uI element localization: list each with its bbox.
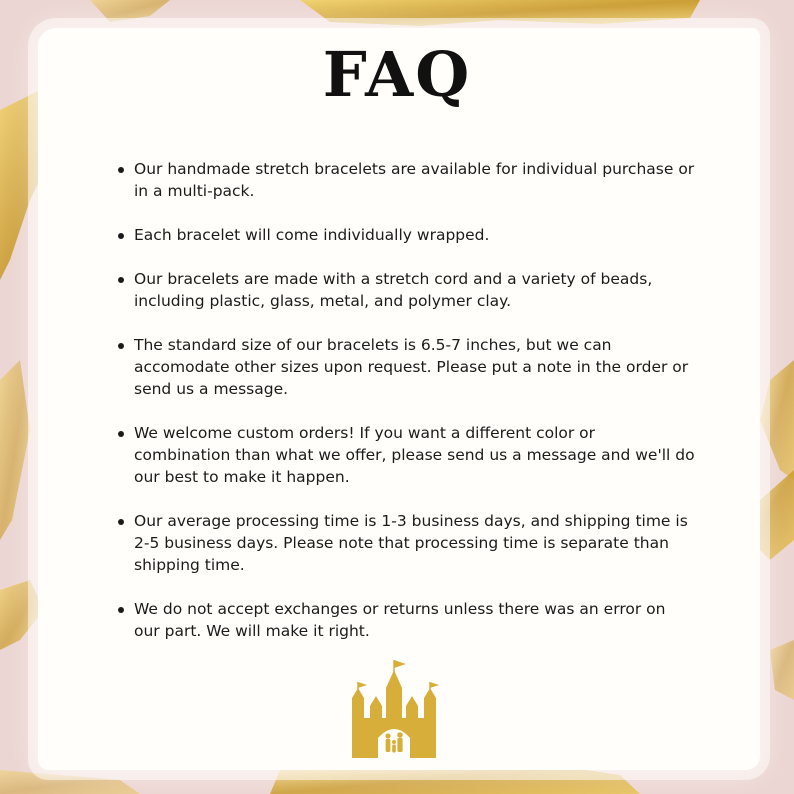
faq-item: Our handmade stretch bracelets are available for individual purchase or in a multi-pack.	[116, 158, 696, 202]
page-title: FAQ	[322, 38, 472, 111]
faq-item: The standard size of our bracelets is 6.5-7 inches, but we can accomodate other sizes upon request. Please put a note in the order or send us a message.	[116, 334, 696, 400]
faq-item: Our average processing time is 1-3 business days, and shipping time is 2-5 business days. Please note that processing time is separate than shipping time.	[116, 510, 696, 576]
castle-icon	[348, 658, 440, 760]
faq-item: We welcome custom orders! If you want a different color or combination than what we offer, please send us a message and we'll do our best to make it happen.	[116, 422, 696, 488]
faq-list	[116, 158, 696, 664]
faq-item: Each bracelet will come individually wrapped.	[116, 224, 696, 246]
faq-item: We do not accept exchanges or returns unless there was an error on our part. We will make it right.	[116, 598, 696, 642]
faq-item: Our bracelets are made with a stretch cord and a variety of beads, including plastic, glass, metal, and polymer clay.	[116, 268, 696, 312]
